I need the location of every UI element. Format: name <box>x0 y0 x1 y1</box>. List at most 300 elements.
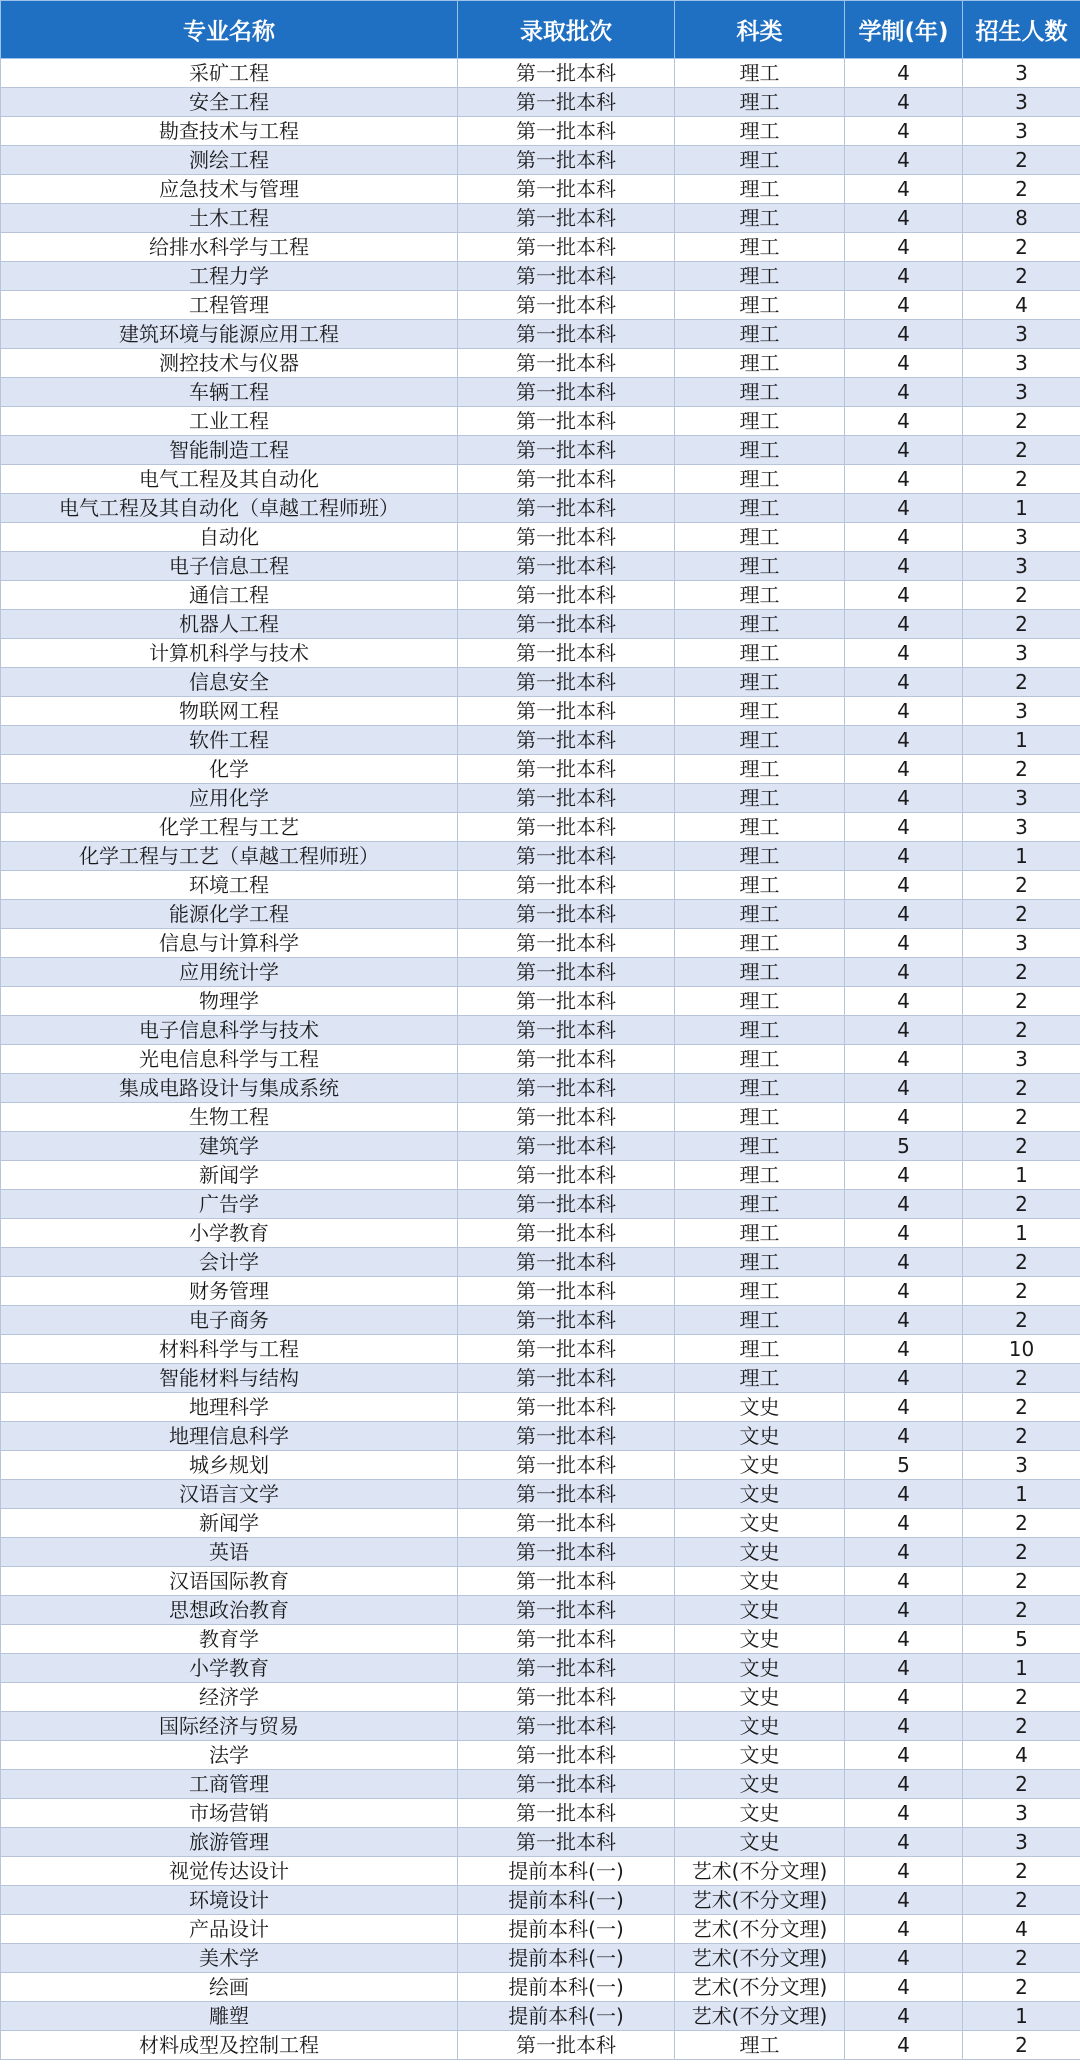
years-cell: 4 <box>845 1422 963 1451</box>
major-cell: 财务管理 <box>1 1277 458 1306</box>
batch-cell: 第一批本科 <box>458 349 675 378</box>
quota-cell: 5 <box>963 1625 1080 1654</box>
major-cell: 市场营销 <box>1 1799 458 1828</box>
batch-cell: 第一批本科 <box>458 175 675 204</box>
category-cell: 理工 <box>675 407 845 436</box>
category-cell: 理工 <box>675 726 845 755</box>
table-row <box>1 2002 1080 2031</box>
table-row <box>1 233 1080 262</box>
quota-cell: 2 <box>963 1277 1080 1306</box>
major-cell: 英语 <box>1 1538 458 1567</box>
major-cell: 勘查技术与工程 <box>1 117 458 146</box>
batch-cell: 第一批本科 <box>458 146 675 175</box>
quota-cell: 2 <box>963 610 1080 639</box>
major-cell: 汉语言文学 <box>1 1480 458 1509</box>
major-cell: 工程力学 <box>1 262 458 291</box>
batch-cell: 第一批本科 <box>458 842 675 871</box>
table-row <box>1 668 1080 697</box>
major-cell: 新闻学 <box>1 1509 458 1538</box>
major-cell: 通信工程 <box>1 581 458 610</box>
category-cell: 理工 <box>675 1364 845 1393</box>
table-row <box>1 1944 1080 1973</box>
batch-cell: 第一批本科 <box>458 1712 675 1741</box>
category-cell: 理工 <box>675 59 845 88</box>
years-cell: 4 <box>845 813 963 842</box>
major-cell: 信息安全 <box>1 668 458 697</box>
category-cell: 理工 <box>675 639 845 668</box>
table-row <box>1 1857 1080 1886</box>
batch-cell: 提前本科(一) <box>458 1973 675 2002</box>
table-row <box>1 1451 1080 1480</box>
table-row <box>1 204 1080 233</box>
category-cell: 理工 <box>675 697 845 726</box>
batch-cell: 第一批本科 <box>458 117 675 146</box>
years-cell: 4 <box>845 1654 963 1683</box>
years-cell: 4 <box>845 117 963 146</box>
batch-cell: 第一批本科 <box>458 1045 675 1074</box>
category-cell: 理工 <box>675 436 845 465</box>
years-cell: 4 <box>845 1161 963 1190</box>
category-cell: 理工 <box>675 1190 845 1219</box>
table-row <box>1 1393 1080 1422</box>
major-cell: 小学教育 <box>1 1219 458 1248</box>
category-cell: 文史 <box>675 1799 845 1828</box>
years-cell: 4 <box>845 1045 963 1074</box>
table-row <box>1 552 1080 581</box>
years-cell: 4 <box>845 871 963 900</box>
years-cell: 4 <box>845 1190 963 1219</box>
major-cell: 环境工程 <box>1 871 458 900</box>
header-batch: 录取批次 <box>458 1 675 59</box>
category-cell: 理工 <box>675 88 845 117</box>
category-cell: 文史 <box>675 1567 845 1596</box>
category-cell: 文史 <box>675 1683 845 1712</box>
header-category: 科类 <box>675 1 845 59</box>
table-row <box>1 813 1080 842</box>
category-cell: 理工 <box>675 1277 845 1306</box>
batch-cell: 第一批本科 <box>458 1393 675 1422</box>
category-cell: 文史 <box>675 1596 845 1625</box>
years-cell: 4 <box>845 175 963 204</box>
category-cell: 文史 <box>675 1538 845 1567</box>
quota-cell: 2 <box>963 1190 1080 1219</box>
quota-cell: 2 <box>963 436 1080 465</box>
major-cell: 工业工程 <box>1 407 458 436</box>
batch-cell: 第一批本科 <box>458 958 675 987</box>
category-cell: 理工 <box>675 958 845 987</box>
quota-cell: 2 <box>963 1538 1080 1567</box>
category-cell: 文史 <box>675 1828 845 1857</box>
years-cell: 4 <box>845 1712 963 1741</box>
batch-cell: 第一批本科 <box>458 813 675 842</box>
batch-cell: 第一批本科 <box>458 552 675 581</box>
quota-cell: 3 <box>963 117 1080 146</box>
major-cell: 机器人工程 <box>1 610 458 639</box>
table-row <box>1 1625 1080 1654</box>
years-cell: 4 <box>845 1857 963 1886</box>
quota-cell: 3 <box>963 784 1080 813</box>
major-cell: 电气工程及其自动化（卓越工程师班） <box>1 494 458 523</box>
years-cell: 4 <box>845 1364 963 1393</box>
category-cell: 理工 <box>675 494 845 523</box>
category-cell: 理工 <box>675 987 845 1016</box>
quota-cell: 3 <box>963 1045 1080 1074</box>
quota-cell: 2 <box>963 1248 1080 1277</box>
table-row <box>1 1248 1080 1277</box>
batch-cell: 提前本科(一) <box>458 2002 675 2031</box>
category-cell: 理工 <box>675 755 845 784</box>
table-header-row <box>1 1 1080 59</box>
major-cell: 安全工程 <box>1 88 458 117</box>
quota-cell: 2 <box>963 1364 1080 1393</box>
batch-cell: 提前本科(一) <box>458 1857 675 1886</box>
major-cell: 电气工程及其自动化 <box>1 465 458 494</box>
table-row <box>1 494 1080 523</box>
years-cell: 4 <box>845 842 963 871</box>
batch-cell: 第一批本科 <box>458 929 675 958</box>
category-cell: 理工 <box>675 1306 845 1335</box>
years-cell: 4 <box>845 88 963 117</box>
years-cell: 4 <box>845 2031 963 2060</box>
quota-cell: 3 <box>963 813 1080 842</box>
table-row <box>1 1422 1080 1451</box>
quota-cell: 2 <box>963 1074 1080 1103</box>
major-cell: 采矿工程 <box>1 59 458 88</box>
major-cell: 土木工程 <box>1 204 458 233</box>
batch-cell: 第一批本科 <box>458 1103 675 1132</box>
batch-cell: 第一批本科 <box>458 465 675 494</box>
batch-cell: 第一批本科 <box>458 233 675 262</box>
quota-cell: 2 <box>963 581 1080 610</box>
category-cell: 理工 <box>675 1074 845 1103</box>
batch-cell: 第一批本科 <box>458 726 675 755</box>
table-row <box>1 1596 1080 1625</box>
quota-cell: 2 <box>963 1567 1080 1596</box>
major-cell: 电子信息科学与技术 <box>1 1016 458 1045</box>
table-row <box>1 871 1080 900</box>
years-cell: 4 <box>845 1915 963 1944</box>
years-cell: 4 <box>845 1335 963 1364</box>
table-row <box>1 88 1080 117</box>
quota-cell: 2 <box>963 900 1080 929</box>
batch-cell: 第一批本科 <box>458 755 675 784</box>
table-row <box>1 958 1080 987</box>
batch-cell: 第一批本科 <box>458 378 675 407</box>
table-row <box>1 436 1080 465</box>
years-cell: 4 <box>845 291 963 320</box>
category-cell: 文史 <box>675 1509 845 1538</box>
quota-cell: 2 <box>963 1306 1080 1335</box>
major-cell: 材料科学与工程 <box>1 1335 458 1364</box>
batch-cell: 第一批本科 <box>458 639 675 668</box>
years-cell: 4 <box>845 1306 963 1335</box>
category-cell: 艺术(不分文理) <box>675 1973 845 2002</box>
batch-cell: 第一批本科 <box>458 1306 675 1335</box>
years-cell: 4 <box>845 436 963 465</box>
major-cell: 美术学 <box>1 1944 458 1973</box>
table-row <box>1 1219 1080 1248</box>
years-cell: 4 <box>845 552 963 581</box>
category-cell: 理工 <box>675 349 845 378</box>
table-row <box>1 1712 1080 1741</box>
quota-cell: 2 <box>963 1886 1080 1915</box>
years-cell: 4 <box>845 784 963 813</box>
quota-cell: 2 <box>963 1132 1080 1161</box>
table-row <box>1 1915 1080 1944</box>
category-cell: 文史 <box>675 1770 845 1799</box>
years-cell: 4 <box>845 407 963 436</box>
batch-cell: 第一批本科 <box>458 610 675 639</box>
major-cell: 雕塑 <box>1 2002 458 2031</box>
table-row <box>1 697 1080 726</box>
batch-cell: 第一批本科 <box>458 1625 675 1654</box>
quota-cell: 3 <box>963 378 1080 407</box>
table-row <box>1 784 1080 813</box>
years-cell: 4 <box>845 146 963 175</box>
batch-cell: 第一批本科 <box>458 1335 675 1364</box>
table-row <box>1 726 1080 755</box>
category-cell: 理工 <box>675 581 845 610</box>
batch-cell: 第一批本科 <box>458 88 675 117</box>
major-cell: 会计学 <box>1 1248 458 1277</box>
table-row <box>1 1306 1080 1335</box>
category-cell: 理工 <box>675 871 845 900</box>
years-cell: 4 <box>845 1538 963 1567</box>
category-cell: 艺术(不分文理) <box>675 1944 845 1973</box>
category-cell: 文史 <box>675 1422 845 1451</box>
category-cell: 文史 <box>675 1712 845 1741</box>
quota-cell: 3 <box>963 320 1080 349</box>
quota-cell: 2 <box>963 668 1080 697</box>
batch-cell: 第一批本科 <box>458 523 675 552</box>
table-row <box>1 842 1080 871</box>
category-cell: 理工 <box>675 1016 845 1045</box>
category-cell: 理工 <box>675 1219 845 1248</box>
major-cell: 应用化学 <box>1 784 458 813</box>
batch-cell: 第一批本科 <box>458 2031 675 2060</box>
quota-cell: 2 <box>963 2031 1080 2060</box>
header-years: 学制(年) <box>845 1 963 59</box>
table-row <box>1 1828 1080 1857</box>
quota-cell: 2 <box>963 233 1080 262</box>
major-cell: 电子信息工程 <box>1 552 458 581</box>
table-row <box>1 1509 1080 1538</box>
batch-cell: 第一批本科 <box>458 1654 675 1683</box>
batch-cell: 第一批本科 <box>458 1596 675 1625</box>
category-cell: 理工 <box>675 1132 845 1161</box>
category-cell: 理工 <box>675 929 845 958</box>
batch-cell: 第一批本科 <box>458 1538 675 1567</box>
major-cell: 旅游管理 <box>1 1828 458 1857</box>
years-cell: 4 <box>845 1016 963 1045</box>
major-cell: 材料成型及控制工程 <box>1 2031 458 2060</box>
years-cell: 4 <box>845 494 963 523</box>
batch-cell: 第一批本科 <box>458 1219 675 1248</box>
category-cell: 理工 <box>675 813 845 842</box>
quota-cell: 2 <box>963 146 1080 175</box>
years-cell: 4 <box>845 1770 963 1799</box>
category-cell: 理工 <box>675 1335 845 1364</box>
quota-cell: 2 <box>963 465 1080 494</box>
quota-cell: 2 <box>963 1422 1080 1451</box>
batch-cell: 第一批本科 <box>458 1248 675 1277</box>
batch-cell: 第一批本科 <box>458 320 675 349</box>
category-cell: 文史 <box>675 1480 845 1509</box>
table-row <box>1 1132 1080 1161</box>
table-row <box>1 1538 1080 1567</box>
years-cell: 4 <box>845 958 963 987</box>
major-cell: 集成电路设计与集成系统 <box>1 1074 458 1103</box>
quota-cell: 3 <box>963 697 1080 726</box>
major-cell: 应急技术与管理 <box>1 175 458 204</box>
years-cell: 4 <box>845 1799 963 1828</box>
major-cell: 化学工程与工艺 <box>1 813 458 842</box>
quota-cell: 1 <box>963 1161 1080 1190</box>
batch-cell: 第一批本科 <box>458 204 675 233</box>
years-cell: 4 <box>845 465 963 494</box>
quota-cell: 2 <box>963 958 1080 987</box>
major-cell: 应用统计学 <box>1 958 458 987</box>
table-row <box>1 2031 1080 2060</box>
table-row <box>1 407 1080 436</box>
category-cell: 文史 <box>675 1625 845 1654</box>
category-cell: 理工 <box>675 117 845 146</box>
batch-cell: 第一批本科 <box>458 1567 675 1596</box>
years-cell: 4 <box>845 320 963 349</box>
batch-cell: 第一批本科 <box>458 900 675 929</box>
category-cell: 理工 <box>675 204 845 233</box>
years-cell: 4 <box>845 1683 963 1712</box>
quota-cell: 10 <box>963 1335 1080 1364</box>
major-cell: 自动化 <box>1 523 458 552</box>
table-row <box>1 146 1080 175</box>
table-row <box>1 59 1080 88</box>
category-cell: 文史 <box>675 1654 845 1683</box>
major-cell: 物理学 <box>1 987 458 1016</box>
category-cell: 理工 <box>675 320 845 349</box>
category-cell: 理工 <box>675 291 845 320</box>
quota-cell: 3 <box>963 88 1080 117</box>
years-cell: 4 <box>845 610 963 639</box>
quota-cell: 2 <box>963 1103 1080 1132</box>
quota-cell: 2 <box>963 1712 1080 1741</box>
batch-cell: 第一批本科 <box>458 494 675 523</box>
batch-cell: 第一批本科 <box>458 1074 675 1103</box>
batch-cell: 第一批本科 <box>458 1770 675 1799</box>
batch-cell: 第一批本科 <box>458 784 675 813</box>
batch-cell: 第一批本科 <box>458 668 675 697</box>
years-cell: 4 <box>845 204 963 233</box>
table-row <box>1 1799 1080 1828</box>
table-row <box>1 755 1080 784</box>
quota-cell: 1 <box>963 1219 1080 1248</box>
major-cell: 经济学 <box>1 1683 458 1712</box>
major-cell: 光电信息科学与工程 <box>1 1045 458 1074</box>
quota-cell: 4 <box>963 1915 1080 1944</box>
years-cell: 4 <box>845 1103 963 1132</box>
table-row <box>1 929 1080 958</box>
major-cell: 建筑学 <box>1 1132 458 1161</box>
years-cell: 4 <box>845 262 963 291</box>
years-cell: 4 <box>845 1219 963 1248</box>
quota-cell: 2 <box>963 1393 1080 1422</box>
table-row <box>1 465 1080 494</box>
major-cell: 工商管理 <box>1 1770 458 1799</box>
quota-cell: 1 <box>963 2002 1080 2031</box>
years-cell: 4 <box>845 755 963 784</box>
batch-cell: 第一批本科 <box>458 1190 675 1219</box>
major-cell: 测绘工程 <box>1 146 458 175</box>
major-cell: 环境设计 <box>1 1886 458 1915</box>
quota-cell: 1 <box>963 1654 1080 1683</box>
major-cell: 地理科学 <box>1 1393 458 1422</box>
quota-cell: 1 <box>963 494 1080 523</box>
category-cell: 理工 <box>675 465 845 494</box>
table-row <box>1 1770 1080 1799</box>
major-cell: 产品设计 <box>1 1915 458 1944</box>
quota-cell: 2 <box>963 1683 1080 1712</box>
table-row <box>1 262 1080 291</box>
major-cell: 新闻学 <box>1 1161 458 1190</box>
table-row <box>1 378 1080 407</box>
years-cell: 5 <box>845 1451 963 1480</box>
table-row <box>1 1654 1080 1683</box>
category-cell: 理工 <box>675 2031 845 2060</box>
category-cell: 理工 <box>675 523 845 552</box>
major-cell: 小学教育 <box>1 1654 458 1683</box>
years-cell: 4 <box>845 1567 963 1596</box>
quota-cell: 3 <box>963 929 1080 958</box>
batch-cell: 第一批本科 <box>458 407 675 436</box>
major-cell: 智能材料与结构 <box>1 1364 458 1393</box>
table-row <box>1 175 1080 204</box>
years-cell: 4 <box>845 1393 963 1422</box>
years-cell: 4 <box>845 1248 963 1277</box>
batch-cell: 第一批本科 <box>458 1451 675 1480</box>
years-cell: 4 <box>845 2002 963 2031</box>
quota-cell: 2 <box>963 987 1080 1016</box>
quota-cell: 3 <box>963 552 1080 581</box>
quota-cell: 2 <box>963 1770 1080 1799</box>
batch-cell: 第一批本科 <box>458 871 675 900</box>
table-row <box>1 1480 1080 1509</box>
quota-cell: 2 <box>963 175 1080 204</box>
quota-cell: 3 <box>963 1799 1080 1828</box>
quota-cell: 4 <box>963 291 1080 320</box>
batch-cell: 第一批本科 <box>458 1132 675 1161</box>
quota-cell: 2 <box>963 1016 1080 1045</box>
quota-cell: 2 <box>963 1509 1080 1538</box>
quota-cell: 2 <box>963 1596 1080 1625</box>
years-cell: 4 <box>845 349 963 378</box>
table-row <box>1 523 1080 552</box>
years-cell: 4 <box>845 1886 963 1915</box>
years-cell: 4 <box>845 639 963 668</box>
major-cell: 生物工程 <box>1 1103 458 1132</box>
major-cell: 给排水科学与工程 <box>1 233 458 262</box>
category-cell: 理工 <box>675 146 845 175</box>
quota-cell: 1 <box>963 842 1080 871</box>
major-cell: 工程管理 <box>1 291 458 320</box>
major-cell: 测控技术与仪器 <box>1 349 458 378</box>
years-cell: 5 <box>845 1132 963 1161</box>
category-cell: 理工 <box>675 668 845 697</box>
batch-cell: 第一批本科 <box>458 1828 675 1857</box>
category-cell: 艺术(不分文理) <box>675 1857 845 1886</box>
table-row <box>1 1886 1080 1915</box>
quota-cell: 2 <box>963 262 1080 291</box>
table-row <box>1 1364 1080 1393</box>
